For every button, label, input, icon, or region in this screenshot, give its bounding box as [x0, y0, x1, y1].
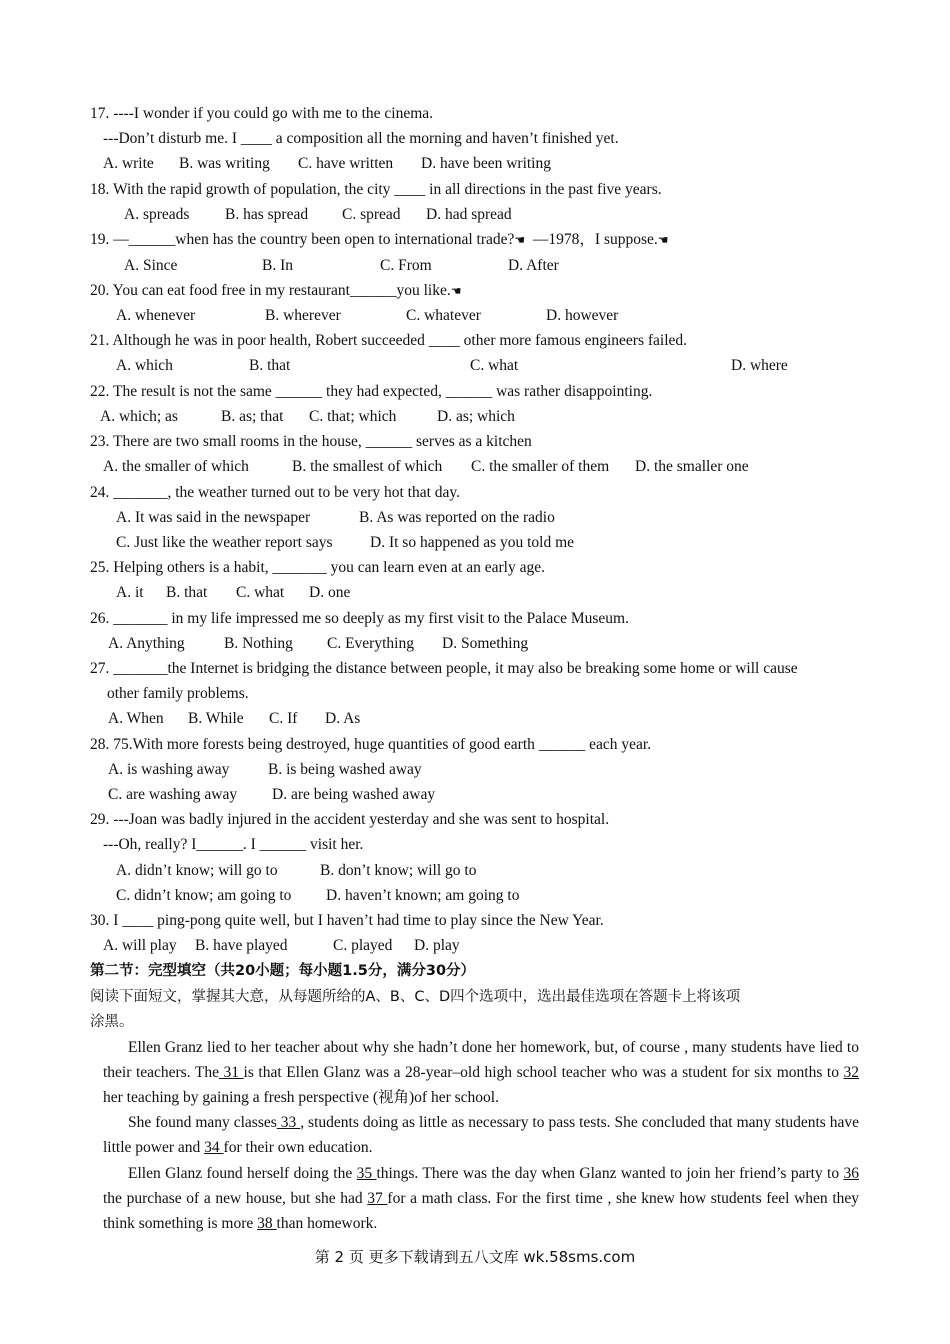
q18-option-d: D. had spread — [426, 206, 512, 223]
q30-option-b: B. have played — [195, 937, 288, 954]
blank-34: 34 — [204, 1139, 224, 1157]
q24-option-c: C. Just like the weather report says — [116, 534, 333, 551]
passage-text: for a math class. For the first time , she knew how students feel when they think something is more — [103, 1190, 860, 1233]
q25-option-d: D. one — [309, 584, 351, 601]
q17-option-c: C. have written — [298, 155, 394, 172]
passage-text: things. There was the day when Glanz wanted to join her friend’s party to — [376, 1165, 844, 1182]
hand-pointer-icon: ☚ — [657, 233, 669, 247]
question-20-stem — [90, 281, 462, 301]
question-21-stem: 21. Although he was in poor health, Robert succeeded ____ other more famous engineers failed. — [90, 332, 688, 349]
q26-option-a: A. Anything — [108, 635, 185, 652]
question-25-stem: 25. Helping others is a habit, _______ you can learn even at an early age. — [90, 559, 545, 576]
q29-option-c: C. didn’t know; am going to — [116, 887, 292, 904]
q24-option-b: B. As was reported on the radio — [359, 509, 555, 526]
q20-option-c: C. whatever — [406, 307, 481, 324]
hand-pointer-icon: ☚ — [450, 284, 462, 298]
q22-option-b: B. as; that — [221, 408, 284, 425]
question-17-stem-2: ---Don’t disturb me. I ____ a composition all the morning and haven’t finished yet. — [103, 130, 619, 147]
passage-text: Ellen Granz lied to her teacher about why she hadn’t done her homework, but, of course , many students have lied to their teachers. The — [103, 1039, 859, 1082]
blank-33: 33 — [276, 1114, 301, 1131]
question-19-reply: —1978，I suppose. — [532, 231, 658, 248]
passage-text: Ellen Glanz found herself doing the — [128, 1165, 357, 1182]
blank-37: 37 — [367, 1190, 388, 1208]
q26-option-c: C. Everything — [327, 635, 414, 652]
question-29-stem: 29. ---Joan was badly injured in the accident yesterday and she was sent to hospital. — [90, 811, 610, 828]
q27-option-a: A. When — [108, 710, 164, 727]
question-19-text: 19. —______when has the country been open to international trade? — [90, 231, 515, 248]
question-29-stem-2: ---Oh, really? I______. I ______ visit her. — [103, 836, 364, 853]
q21-option-c: C. what — [470, 357, 519, 374]
passage-paragraph-2 — [103, 1110, 859, 1160]
passage-text: , students doing as little as necessary to pass tests. She concluded that many students have little power and — [103, 1114, 860, 1157]
q17-option-a: A. write — [103, 155, 154, 172]
q19-option-d: D. After — [508, 257, 559, 274]
q17-option-b: B. was writing — [179, 155, 270, 172]
blank-31: 31 — [218, 1064, 244, 1082]
q25-option-b: B. that — [166, 584, 208, 601]
q27-option-c: C. If — [269, 710, 298, 727]
q17-option-d: D. have been writing — [421, 155, 551, 172]
passage-text: for their own education. — [223, 1139, 373, 1157]
q26-option-b: B. Nothing — [224, 635, 293, 652]
q25-option-c: C. what — [236, 584, 285, 601]
question-30-stem: 30. I ____ ping-pong quite well, but I haven’t had time to play since the New Year. — [90, 912, 604, 929]
q19-option-a: A. Since — [124, 257, 178, 274]
blank-36: 36 — [843, 1165, 859, 1182]
passage-text: the purchase of a new house, but she had — [103, 1190, 368, 1208]
q23-option-a: A. the smaller of which — [103, 458, 249, 475]
blank-35: 35 — [356, 1165, 377, 1182]
section-2-heading: 第二节：完型填空（共20小题；每小题1.5分，满分30分） — [90, 963, 476, 979]
page-footer: 第 2 页 更多下载请到五八文库 wk.58sms.com — [314, 1248, 636, 1266]
q29-option-b: B. don’t know; will go to — [320, 862, 477, 879]
q30-option-d: D. play — [414, 937, 460, 954]
q24-option-a: A. It was said in the newspaper — [116, 509, 311, 526]
blank-32: 32 — [843, 1064, 859, 1082]
q27-option-d: D. As — [325, 710, 361, 727]
q20-option-a: A. whenever — [116, 307, 196, 324]
question-23-stem: 23. There are two small rooms in the house, ______ serves as a kitchen — [90, 433, 532, 450]
q23-option-c: C. the smaller of them — [471, 458, 610, 475]
q30-option-a: A. will play — [103, 937, 177, 954]
q22-option-a: A. which; as — [100, 408, 178, 425]
passage-text: She found many classes — [128, 1114, 277, 1131]
passage-text: her teaching by gaining a fresh perspective (视角)of her school. — [103, 1089, 499, 1107]
question-24-stem: 24. _______, the weather turned out to be very hot that day. — [90, 484, 461, 501]
q24-option-d: D. It so happened as you told me — [370, 534, 575, 551]
question-27-stem-2: other family problems. — [107, 685, 249, 702]
q28-option-a: A. is washing away — [108, 761, 230, 778]
q28-option-c: C. are washing away — [108, 786, 238, 803]
passage-text: than homework. — [276, 1215, 378, 1233]
q23-option-b: B. the smallest of which — [292, 458, 443, 475]
question-19-stem — [90, 230, 669, 250]
q25-option-a: A. it — [116, 584, 144, 601]
q20-option-d: D. however — [546, 307, 619, 324]
q22-option-d: D. as; which — [437, 408, 515, 425]
section-2-instructions: 阅读下面短文，掌握其大意，从每题所给的A、B、C、D四个选项中，选出最佳选项在答题卡上将该项 — [90, 989, 741, 1005]
hand-pointer-icon: ☚ — [514, 233, 526, 247]
passage-text: is that Ellen Glanz was a 28-year–old high school teacher who was a student for six months to — [243, 1064, 844, 1082]
question-17-stem: 17. ----I wonder if you could go with me to the cinema. — [90, 105, 434, 122]
question-20-text: 20. You can eat food free in my restaurant______you like. — [90, 282, 451, 299]
q28-option-d: D. are being washed away — [272, 786, 436, 803]
q19-option-c: C. From — [380, 257, 432, 274]
passage-paragraph-3 — [103, 1161, 859, 1237]
q29-option-a: A. didn’t know; will go to — [116, 862, 278, 879]
question-27-stem: 27. _______the Internet is bridging the distance between people, it may also be breaking some home or will cause — [90, 660, 798, 677]
question-28-stem: 28. 75.With more forests being destroyed, huge quantities of good earth ______ each year. — [90, 736, 652, 753]
passage-paragraph-1 — [103, 1035, 859, 1111]
q23-option-d: D. the smaller one — [635, 458, 749, 475]
q19-option-b: B. In — [262, 257, 293, 274]
q18-option-c: C. spread — [342, 206, 401, 223]
q22-option-c: C. that; which — [309, 408, 397, 425]
q28-option-b: B. is being washed away — [268, 761, 422, 778]
q18-option-a: A. spreads — [124, 206, 190, 223]
question-22-stem: 22. The result is not the same ______ they had expected, ______ was rather disappointing. — [90, 383, 653, 400]
q20-option-b: B. wherever — [265, 307, 341, 324]
blank-38: 38 — [257, 1215, 277, 1233]
q30-option-c: C. played — [333, 937, 393, 954]
section-2-instructions-2: 涂黑。 — [90, 1014, 134, 1030]
q21-option-d: D. where — [731, 357, 788, 374]
q26-option-d: D. Something — [442, 635, 529, 652]
q18-option-b: B. has spread — [225, 206, 309, 223]
q27-option-b: B. While — [188, 710, 244, 727]
q21-option-a: A. which — [116, 357, 173, 374]
q29-option-d: D. haven’t known; am going to — [326, 887, 520, 904]
q21-option-b: B. that — [249, 357, 291, 374]
question-18-stem: 18. With the rapid growth of population, the city ____ in all directions in the past five years. — [90, 181, 662, 198]
question-26-stem: 26. _______ in my life impressed me so deeply as my first visit to the Palace Museum. — [90, 610, 629, 627]
